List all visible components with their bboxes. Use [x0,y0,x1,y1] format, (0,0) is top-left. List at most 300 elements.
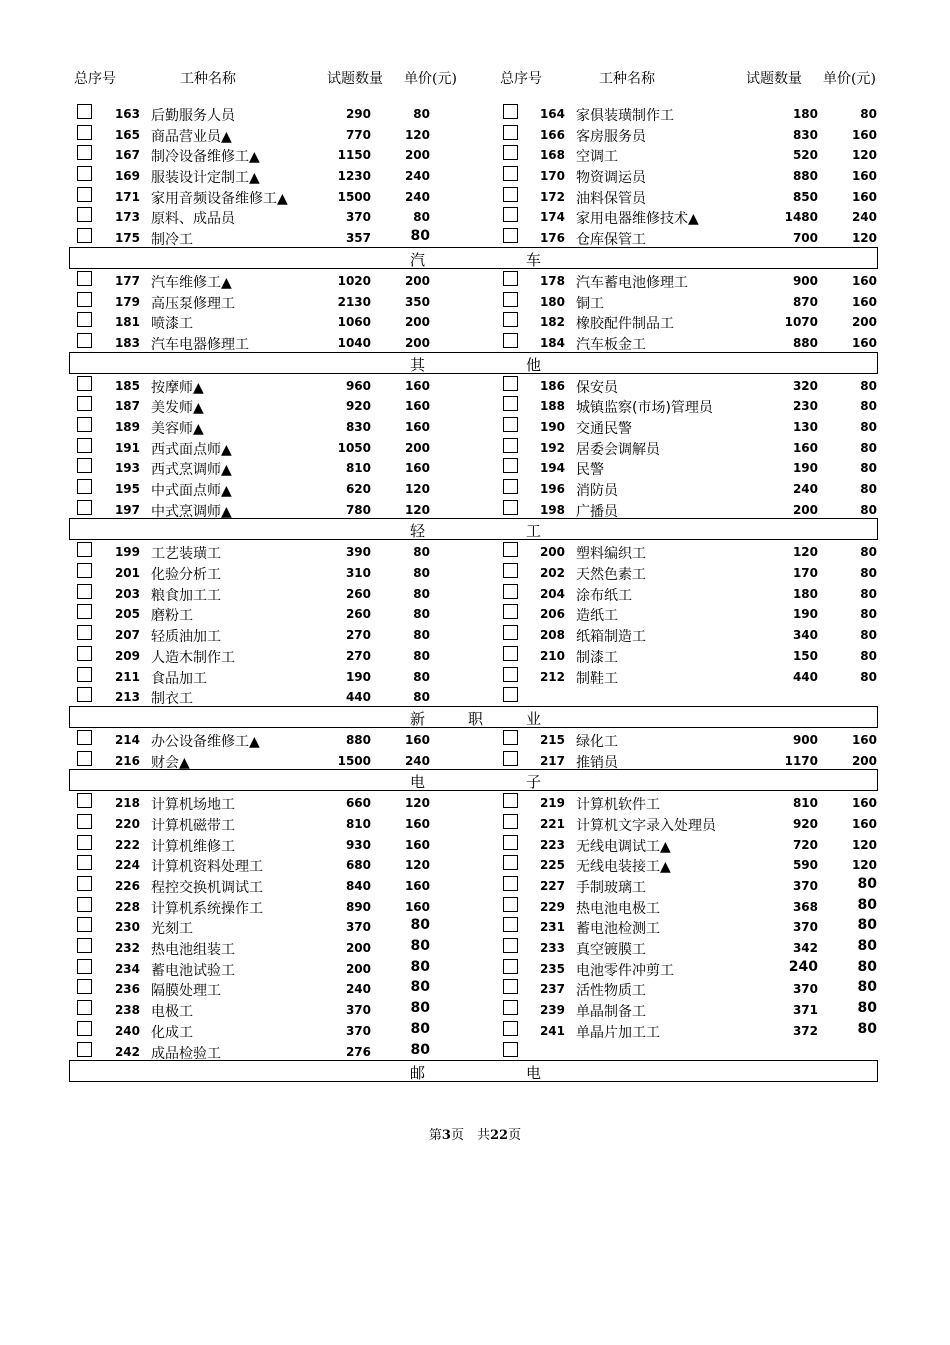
unit-price: 80 [860,545,877,560]
job-name: 无线电调试工▲ [576,838,671,855]
seq-number: 231 [539,920,565,935]
seq-number: 208 [539,628,565,643]
seq-number: 192 [539,440,565,455]
unit-price: 240 [404,753,430,768]
checkbox-right[interactable] [503,897,518,912]
seq-number: 239 [539,1003,565,1018]
question-count: 290 [345,107,371,121]
question-count: 150 [792,648,818,663]
seq-number: 185 [114,378,140,393]
table-row [0,561,950,582]
job-name: 真空镀膜工 [576,942,646,959]
question-count: 720 [792,837,818,852]
checkbox-right[interactable] [503,166,518,181]
checkbox-left[interactable] [77,104,92,119]
checkbox-right[interactable] [503,793,518,808]
job-name: 城镇监察(市场)管理员 [576,400,713,417]
checkbox-right[interactable] [503,730,518,745]
question-count: 1040 [337,335,371,350]
section-char: 汽 [410,250,426,269]
job-name: 热电池组装工 [151,942,235,959]
table-row [0,791,950,812]
question-count: 160 [792,440,818,455]
seq-number: 240 [114,1023,140,1038]
job-name: 广播员 [576,503,618,520]
unit-price: 80 [860,399,877,414]
checkbox-right[interactable] [503,500,518,515]
checkbox-right[interactable] [503,479,518,494]
checkbox-left[interactable] [77,479,92,494]
checkbox-left[interactable] [77,438,92,453]
unit-price: 80 [410,917,430,934]
section-char: 子 [526,773,542,792]
table-row [0,812,950,833]
job-name: 热电池电极工 [576,900,660,917]
table-row [0,957,950,978]
question-count: 890 [345,899,371,914]
seq-number: 193 [114,461,140,476]
table-row [0,665,950,686]
checkbox-left[interactable] [77,751,92,766]
unit-price: 80 [860,461,877,476]
job-name: 橡胶配件制品工 [576,316,674,333]
checkbox-left[interactable] [77,897,92,912]
checkbox-left[interactable] [77,646,92,661]
job-name: 制漆工 [576,649,618,666]
job-name: 电池零件冲剪工 [576,962,674,979]
checkbox-right[interactable] [503,376,518,391]
question-count: 120 [792,545,818,560]
job-name: 人造木制作工 [151,649,235,666]
job-name: 制衣工 [151,691,193,708]
checkbox-right[interactable] [503,104,518,119]
checkbox-right[interactable] [503,979,518,994]
question-count: 930 [345,837,371,852]
checkbox-left[interactable] [77,1000,92,1015]
table-row [0,874,950,895]
job-name: 汽车蓄电池修理工 [576,274,688,291]
job-name: 天然色素工 [576,567,646,584]
seq-number: 182 [539,315,565,330]
checkbox-right[interactable] [503,145,518,160]
unit-price: 160 [404,837,430,852]
job-name: 光刻工 [151,921,193,938]
job-name: 蓄电池试验工 [151,962,235,979]
checkbox-left[interactable] [77,855,92,870]
seq-number: 237 [539,982,565,997]
seq-number: 242 [114,1044,140,1059]
job-name: 交通民警 [576,420,632,437]
unit-price: 160 [404,899,430,914]
footer-mid: 页 共 [450,1128,490,1143]
question-count: 590 [792,858,818,873]
checkbox-left[interactable] [77,145,92,160]
unit-price: 200 [851,315,877,330]
checkbox-right[interactable] [503,751,518,766]
seq-number: 227 [539,879,565,893]
checkbox-right[interactable] [503,667,518,682]
job-name: 原料、成品员 [151,211,235,228]
seq-number: 166 [539,127,565,142]
seq-number: 207 [114,628,140,643]
job-name: 汽车电器修理工 [151,336,249,353]
checkbox-right[interactable] [503,687,518,702]
unit-price: 80 [857,876,877,892]
seq-number: 233 [539,941,565,956]
job-name: 美发师▲ [151,400,204,417]
seq-number: 211 [114,669,140,684]
job-name: 汽车板金工 [576,336,646,353]
job-name: 计算机系统操作工 [151,900,263,917]
checkbox-left[interactable] [77,625,92,640]
table-row [0,582,950,603]
question-count: 230 [792,399,818,414]
table-row [0,1019,950,1040]
section-header [69,352,878,374]
checkbox-left[interactable] [77,876,92,891]
seq-number: 184 [539,335,565,350]
checkbox-left[interactable] [77,271,92,286]
seq-number: 202 [539,566,565,581]
seq-number: 236 [114,982,140,997]
job-name: 轻质油加工 [151,629,221,646]
seq-number: 226 [114,879,140,893]
seq-number: 177 [114,273,140,288]
checkbox-right[interactable] [503,563,518,578]
job-name: 制冷设备维修工▲ [151,149,260,166]
checkbox-right[interactable] [503,438,518,453]
checkbox-left[interactable] [77,376,92,391]
question-count: 190 [792,607,818,622]
table-row [0,540,950,561]
checkbox-left[interactable] [77,1021,92,1036]
checkbox-left[interactable] [77,187,92,202]
job-name: 后勤服务人员 [151,108,235,124]
unit-price: 80 [413,586,430,601]
checkbox-left[interactable] [77,396,92,411]
question-count: 870 [792,294,818,309]
question-count: 780 [345,502,371,517]
section-char: 轻 [410,522,426,541]
job-name: 制冷工 [151,232,193,249]
unit-price: 80 [860,607,877,622]
seq-number: 200 [539,545,565,560]
table-row [0,290,950,311]
table-row [0,644,950,665]
job-name: 铜工 [576,295,604,312]
checkbox-right[interactable] [503,292,518,307]
page-footer [0,1124,950,1143]
table-row [0,436,950,457]
table-row [0,477,950,498]
table-row [0,331,950,352]
checkbox-right[interactable] [503,1042,518,1057]
unit-price: 160 [851,294,877,309]
table-row [0,269,950,290]
table-row [0,415,950,436]
question-count: 342 [792,941,818,956]
section-header [69,769,878,791]
checkbox-left[interactable] [77,500,92,515]
checkbox-left[interactable] [77,667,92,682]
job-name: 西式烹调师▲ [151,462,232,479]
question-count: 1050 [337,440,371,455]
question-count: 260 [345,586,371,601]
header-price-right: 单价(元) [823,71,876,87]
checkbox-left[interactable] [77,166,92,181]
job-name: 食品加工 [151,670,207,687]
checkbox-right[interactable] [503,542,518,557]
seq-number: 214 [114,732,140,747]
unit-price: 120 [404,858,430,873]
seq-number: 220 [114,816,140,831]
question-count: 190 [792,461,818,476]
question-count: 130 [792,419,818,434]
section-char: 他 [526,355,542,374]
checkbox-left[interactable] [77,417,92,432]
seq-number: 173 [114,210,140,225]
checkbox-right[interactable] [503,814,518,829]
question-count: 1500 [337,189,371,204]
section-header [69,706,878,728]
checkbox-right[interactable] [503,1000,518,1015]
question-count: 310 [345,566,371,581]
checkbox-right[interactable] [503,312,518,327]
unit-price: 200 [404,440,430,455]
checkbox-left[interactable] [77,793,92,808]
unit-price: 120 [851,148,877,163]
unit-price: 80 [857,917,877,934]
checkbox-left[interactable] [77,604,92,619]
table-row [0,456,950,477]
job-name: 绿化工 [576,733,618,750]
unit-price: 80 [860,648,877,663]
unit-price: 80 [857,979,877,996]
checkbox-right[interactable] [503,187,518,202]
seq-number: 217 [539,753,565,768]
checkbox-right[interactable] [503,417,518,432]
job-name: 磨粉工 [151,608,193,625]
checkbox-right[interactable] [503,855,518,870]
checkbox-left[interactable] [77,835,92,850]
table-row [0,226,950,247]
question-count: 370 [345,1023,371,1038]
unit-price: 200 [404,148,430,163]
job-name: 财会▲ [151,754,190,771]
seq-number: 215 [539,732,565,747]
unit-price: 80 [410,1020,430,1037]
question-count: 371 [792,1003,818,1018]
checkbox-right[interactable] [503,271,518,286]
seq-number: 176 [539,231,565,246]
seq-number: 216 [114,753,140,768]
question-count: 880 [792,169,818,184]
header-seq-left: 总序号 [74,71,116,87]
table-row [0,374,950,395]
table-row [0,310,950,331]
job-name: 美容师▲ [151,420,204,437]
unit-price: 80 [860,419,877,434]
seq-number: 197 [114,502,140,517]
checkbox-left[interactable] [77,333,92,348]
job-name: 油料保管员 [576,190,646,207]
table-row [0,394,950,415]
checkbox-right[interactable] [503,959,518,974]
checkbox-right[interactable] [503,207,518,222]
unit-price: 240 [404,189,430,204]
checkbox-left[interactable] [77,458,92,473]
section-header [69,518,878,540]
section-char: 车 [526,250,542,269]
job-name: 高压泵修理工 [151,295,235,312]
job-name: 民警 [576,462,604,479]
question-count: 920 [345,399,371,414]
unit-price: 80 [857,1000,877,1017]
seq-number: 171 [114,189,140,204]
question-count: 1480 [784,210,818,225]
job-name: 家用电器维修技术▲ [576,211,699,228]
question-count: 370 [792,982,818,997]
checkbox-right[interactable] [503,458,518,473]
checkbox-right[interactable] [503,835,518,850]
checkbox-right[interactable] [503,625,518,640]
unit-price: 200 [404,273,430,288]
seq-number: 172 [539,189,565,204]
checkbox-left[interactable] [77,292,92,307]
unit-price: 80 [857,1020,877,1037]
job-name: 计算机维修工 [151,838,235,855]
checkbox-left[interactable] [77,207,92,222]
checkbox-left[interactable] [77,687,92,702]
checkbox-left[interactable] [77,979,92,994]
checkbox-left[interactable] [77,1042,92,1057]
checkbox-left[interactable] [77,312,92,327]
checkbox-right[interactable] [503,584,518,599]
question-count: 260 [345,607,371,622]
checkbox-right[interactable] [503,876,518,891]
table-row [0,728,950,749]
job-name: 化验分析工 [151,567,221,584]
question-count: 660 [345,796,371,811]
unit-price: 80 [413,669,430,684]
unit-price: 160 [851,732,877,747]
job-name: 粮食加工工 [151,587,221,604]
unit-price: 120 [851,837,877,852]
job-name: 计算机软件工 [576,797,660,814]
seq-number: 167 [114,148,140,163]
job-table [0,102,950,1082]
checkbox-left[interactable] [77,814,92,829]
unit-price: 80 [410,1000,430,1017]
checkbox-left[interactable] [77,730,92,745]
question-count: 1170 [784,753,818,768]
unit-price: 80 [413,648,430,663]
question-count: 960 [345,378,371,393]
checkbox-left[interactable] [77,584,92,599]
question-count: 830 [792,127,818,142]
checkbox-right[interactable] [503,1021,518,1036]
checkbox-right[interactable] [503,938,518,953]
section-char: 职 [468,709,484,728]
question-count: 880 [792,335,818,350]
question-count: 180 [792,586,818,601]
footer-total-pages: 22 [489,1128,509,1143]
checkbox-right[interactable] [503,228,518,243]
checkbox-left[interactable] [77,125,92,140]
unit-price: 160 [404,461,430,476]
job-name: 保安员 [576,379,618,396]
question-count: 200 [792,502,818,517]
unit-price: 160 [851,796,877,811]
seq-number: 222 [114,837,140,852]
seq-number: 183 [114,335,140,350]
checkbox-right[interactable] [503,396,518,411]
unit-price: 80 [413,210,430,225]
question-count: 320 [792,378,818,393]
checkbox-left[interactable] [77,542,92,557]
job-name: 程控交换机调试工 [151,880,263,896]
unit-price: 240 [851,210,877,225]
table-row [0,936,950,957]
seq-number: 164 [539,107,565,121]
unit-price: 80 [860,440,877,455]
seq-number: 204 [539,586,565,601]
checkbox-right[interactable] [503,125,518,140]
seq-number: 221 [539,816,565,831]
unit-price: 80 [413,107,430,121]
question-count: 276 [345,1044,371,1059]
question-count: 810 [345,816,371,831]
unit-price: 160 [404,732,430,747]
checkbox-right[interactable] [503,333,518,348]
unit-price: 160 [851,127,877,142]
question-count: 180 [792,107,818,121]
job-name: 居委会调解员 [576,441,660,458]
unit-price: 80 [857,938,877,955]
seq-number: 205 [114,607,140,622]
question-count: 240 [345,982,371,997]
unit-price: 200 [404,315,430,330]
seq-number: 174 [539,210,565,225]
seq-number: 163 [114,107,140,121]
seq-number: 206 [539,607,565,622]
unit-price: 80 [410,1041,430,1058]
checkbox-left[interactable] [77,959,92,974]
checkbox-left[interactable] [77,917,92,932]
job-name: 推销员 [576,754,618,771]
checkbox-right[interactable] [503,917,518,932]
question-count: 270 [345,628,371,643]
unit-price: 80 [410,938,430,955]
checkbox-left[interactable] [77,228,92,243]
checkbox-right[interactable] [503,646,518,661]
checkbox-left[interactable] [77,938,92,953]
unit-price: 80 [860,669,877,684]
checkbox-right[interactable] [503,604,518,619]
job-name: 涂布纸工 [576,587,632,604]
seq-number: 199 [114,545,140,560]
seq-number: 181 [114,315,140,330]
question-count: 830 [345,419,371,434]
table-row [0,915,950,936]
job-name: 单晶片加工工 [576,1024,660,1041]
table-row [0,1040,950,1061]
question-count: 270 [345,648,371,663]
question-count: 240 [792,482,818,496]
table-row [0,164,950,185]
seq-number: 209 [114,648,140,663]
checkbox-left[interactable] [77,563,92,578]
